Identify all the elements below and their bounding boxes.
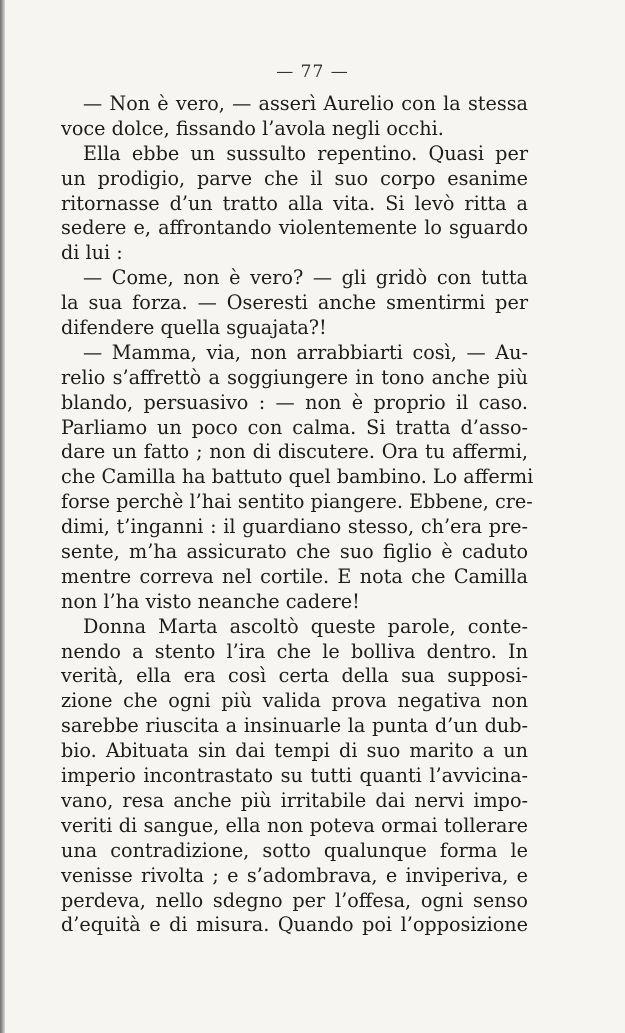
- text-line: una contradizione, sotto qualunque forma le: [61, 838, 528, 862]
- text-line: Ella ebbe un sussulto repentino. Quasi per: [83, 141, 528, 165]
- text-line: relio s’affrettò a soggiungere in tono anche più: [61, 365, 528, 389]
- text-line: difendere quella sguajata?!: [61, 316, 327, 340]
- text-line: sarebbe riuscita a insinuarle la punta d’un dub-: [61, 714, 528, 738]
- text-line: mentre correva nel cortile. E nota che Camilla: [61, 564, 528, 588]
- text-line: — Mamma, via, non arrabbiarti così, — Au-: [83, 340, 528, 364]
- text-line: Donna Marta ascoltò queste parole, conte-: [83, 614, 528, 638]
- text-line: veriti di sangue, ella non poteva ormai tollerare: [61, 813, 528, 837]
- text-line: zione che ogni più valida prova negativa non: [61, 689, 528, 713]
- text-line: voce dolce, fissando l’avola negli occhi.: [61, 116, 444, 140]
- page-binding-edge: [0, 0, 5, 1033]
- body-text: [61, 92, 534, 938]
- text-line: venisse rivolta ; e s’adombrava, e inviperiva, e: [61, 863, 528, 887]
- text-line: nendo a stento l’ira che le bolliva dentro. In: [61, 639, 528, 663]
- text-line: blando, persuasivo : — non è proprio il caso.: [61, 390, 528, 414]
- text-line: di lui :: [61, 241, 123, 265]
- text-line: forse perchè l’hai sentito piangere. Ebbene, cre-: [61, 490, 533, 514]
- text-line: vano, resa anche più irritabile dai nervi impo-: [61, 788, 528, 812]
- text-line: d’equità e di misura. Quando poi l’opposizione: [61, 913, 528, 937]
- text-line: non l’ha visto neanche cadere!: [61, 589, 360, 613]
- text-line: perdeva, nello sdegno per l’offesa, ogni senso: [61, 888, 528, 912]
- text-line: imperio incontrastato su tutti quanti l’avvicina-: [61, 764, 528, 788]
- text-line: — Come, non è vero? — gli gridò con tutta: [83, 266, 528, 290]
- text-line: dimi, t’inganni : il guardiano stesso, ch’era pre-: [61, 515, 528, 539]
- page-number: — 77 —: [276, 62, 349, 82]
- text-line: che Camilla ha battuto quel bambino. Lo affermi: [61, 465, 534, 489]
- text-line: sedere e, affrontando violentemente lo sguardo: [61, 216, 528, 240]
- text-line: sente, m’ha assicurato che suo figlio è caduto: [61, 540, 528, 564]
- text-line: la sua forza. — Oseresti anche smentirmi per: [61, 291, 528, 315]
- text-line: bio. Abituata sin dai tempi di suo marito a un: [61, 739, 528, 763]
- text-line: Parliamo un poco con calma. Si tratta d’asso-: [61, 415, 528, 439]
- text-line: un prodigio, parve che il suo corpo esanime: [61, 166, 528, 190]
- text-line: verità, ella era così certa della sua supposi-: [61, 664, 528, 688]
- text-line: ritornasse d’un tratto alla vita. Si levò ritta a: [61, 191, 528, 215]
- text-line: — Non è vero, — asserì Aurelio con la stessa: [83, 92, 528, 115]
- text-line: dare un fatto ; non di discutere. Ora tu affermi,: [61, 440, 528, 464]
